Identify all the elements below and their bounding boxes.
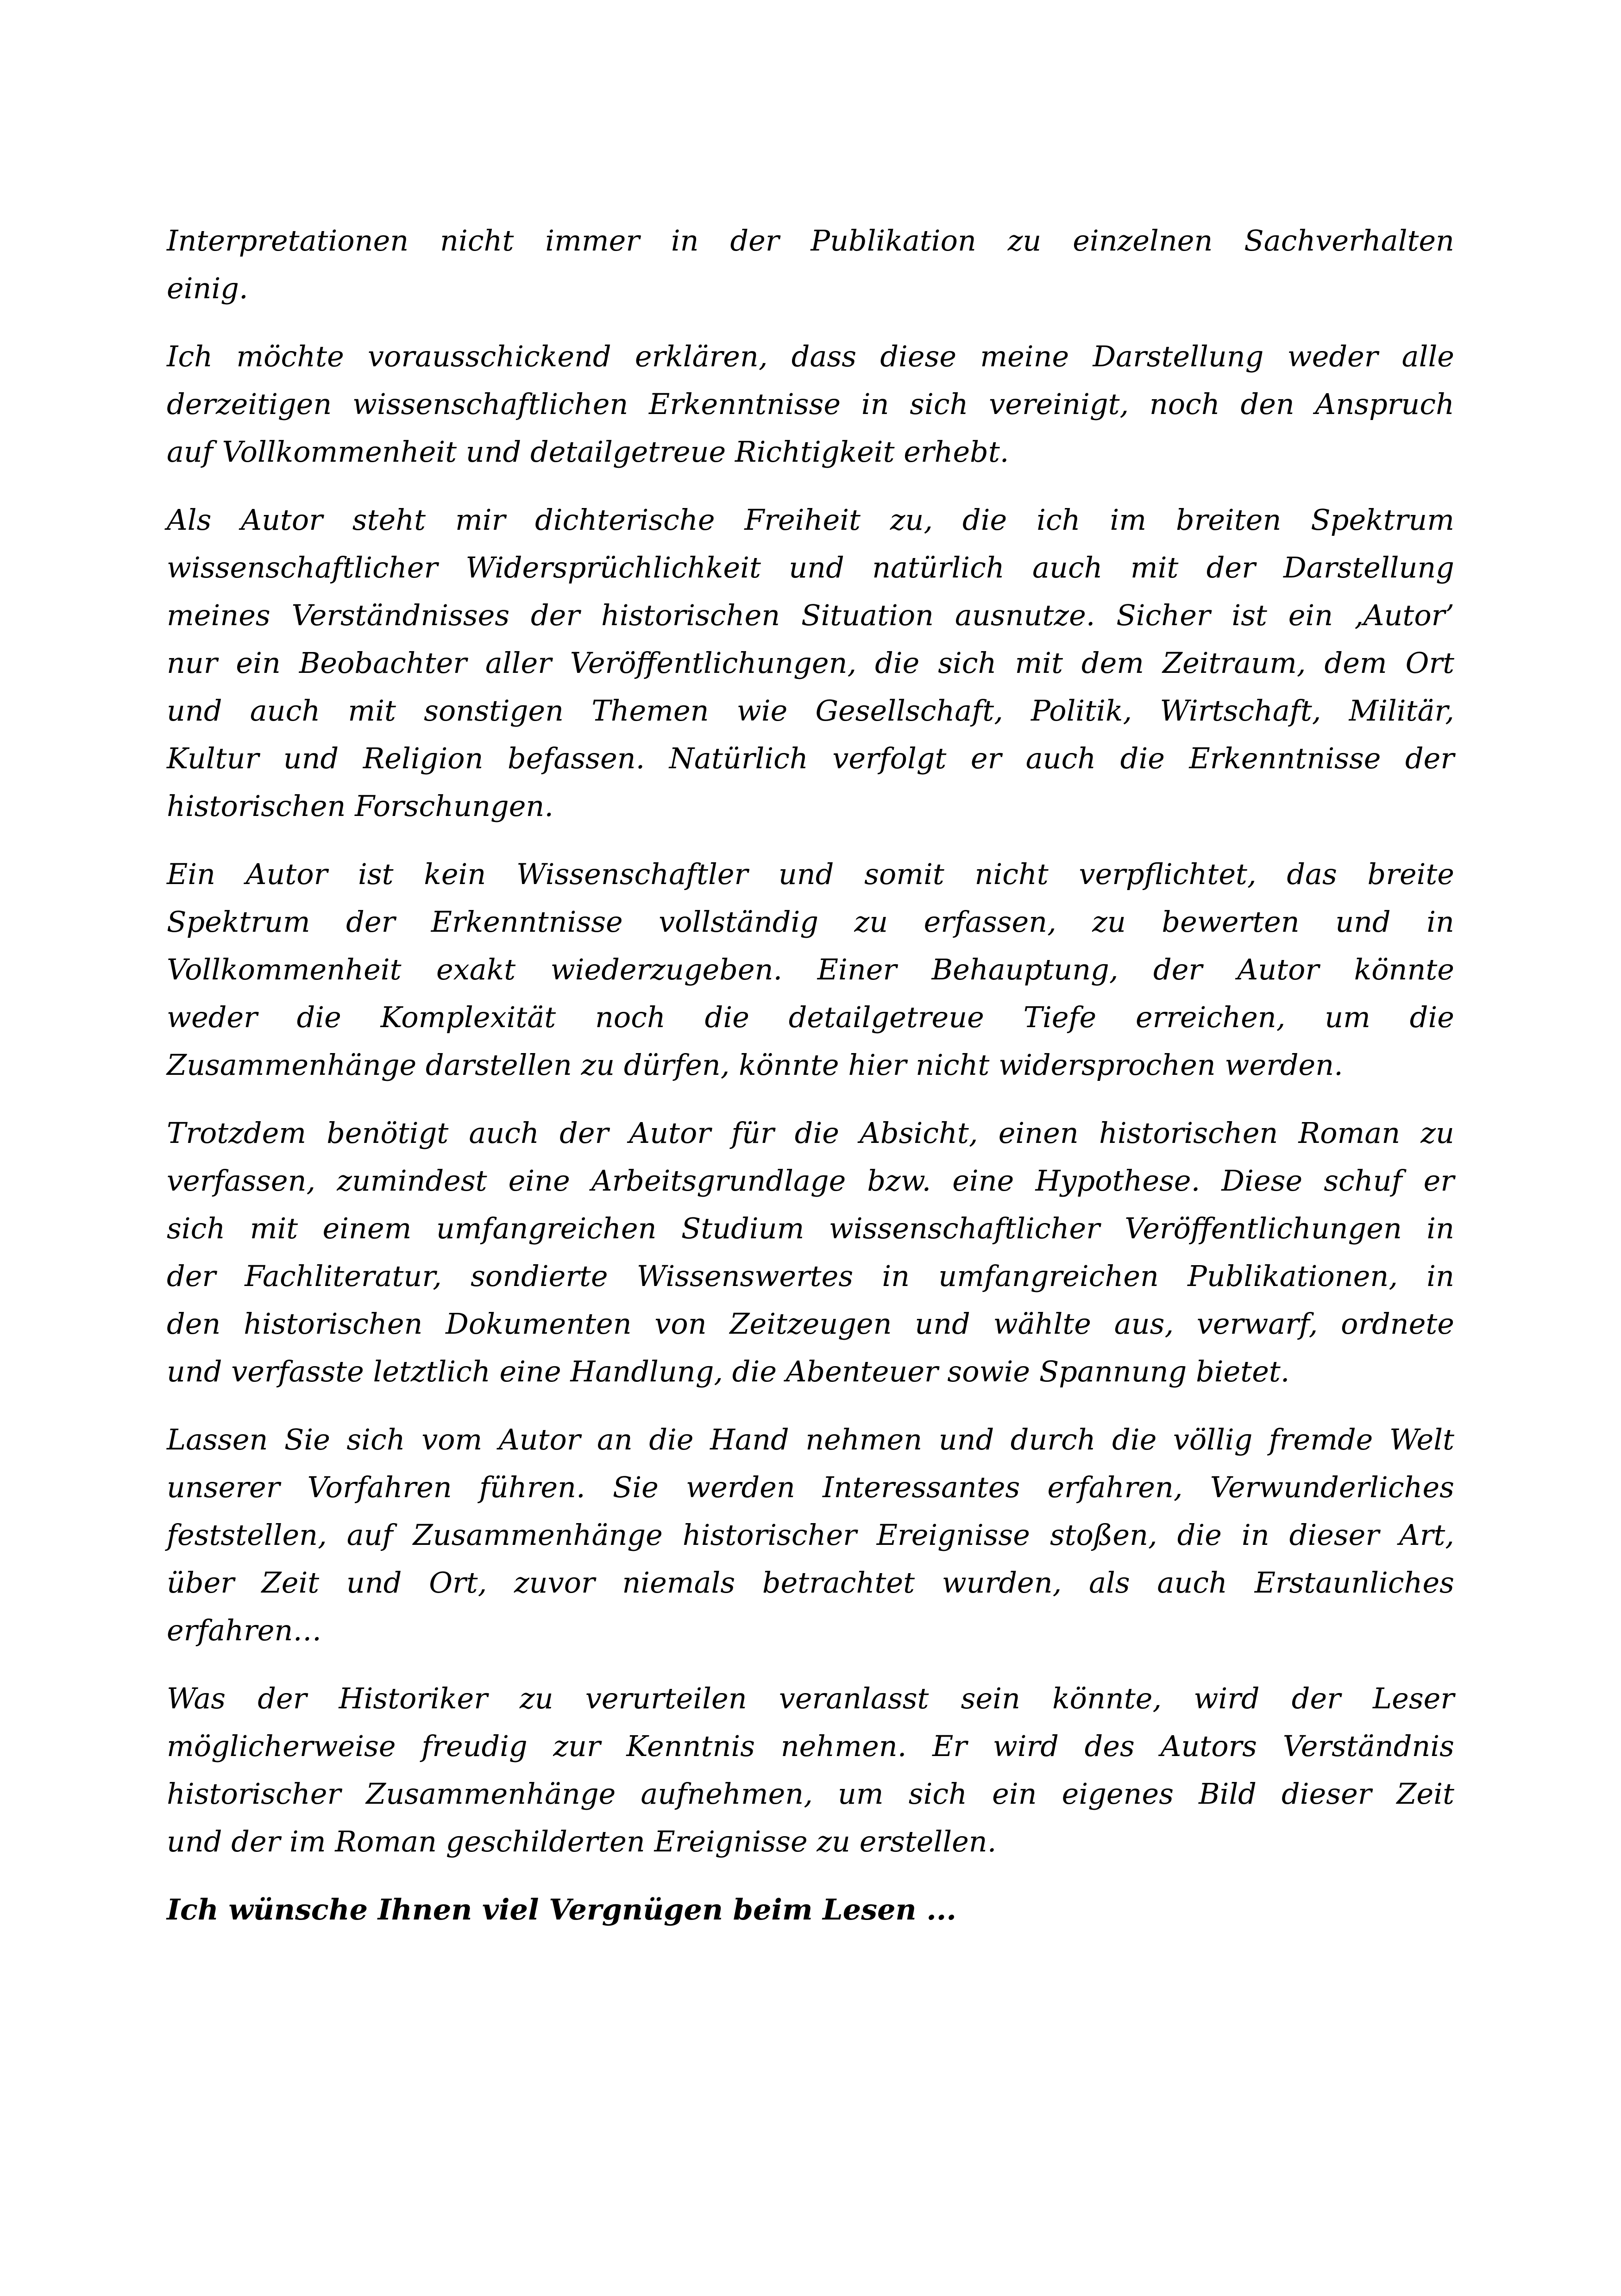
page-text-block — [167, 217, 1454, 1954]
paragraph-2 — [167, 332, 1454, 476]
text-line: historischer Zusammenhänge aufnehmen, um sich ein eigenes Bild dieser Zeit — [167, 1777, 1454, 1811]
text-line: der Fachliteratur, sondierte Wissenswertes in umfangreichen Publikationen, in — [167, 1259, 1454, 1293]
text-line: feststellen, auf Zusammenhänge historischer Ereignisse stoßen, die in dieser Art, — [167, 1518, 1454, 1552]
text-line: unserer Vorfahren führen. Sie werden Interessantes erfahren, Verwunderliches — [167, 1470, 1454, 1504]
text-line: verfassen, zumindest eine Arbeitsgrundlage bzw. eine Hypothese. Diese schuf er — [167, 1164, 1454, 1198]
paragraph-3 — [167, 496, 1454, 830]
text-line: über Zeit und Ort, zuvor niemals betrachtet wurden, als auch Erstaunliches — [167, 1566, 1454, 1600]
text-line: den historischen Dokumenten von Zeitzeugen und wählte aus, verwarf, ordnete — [167, 1307, 1454, 1341]
text-line: möglicherweise freudig zur Kenntnis nehmen. Er wird des Autors Verständnis — [167, 1729, 1454, 1763]
text-line: erfahren… — [167, 1613, 322, 1647]
text-line: und verfasste letztlich eine Handlung, die Abenteuer sowie Spannung bietet. — [167, 1355, 1290, 1388]
paragraph-1 — [167, 217, 1454, 312]
paragraph-6 — [167, 1416, 1454, 1654]
text-line: Kultur und Religion befassen. Natürlich verfolgt er auch die Erkenntnisse der — [167, 741, 1454, 775]
text-line: Als Autor steht mir dichterische Freiheit zu, die ich im breiten Spektrum — [167, 503, 1454, 537]
text-line: nur ein Beobachter aller Veröffentlichungen, die sich mit dem Zeitraum, dem Ort — [167, 646, 1454, 680]
text-line: und auch mit sonstigen Themen wie Gesellschaft, Politik, Wirtschaft, Militär, — [167, 694, 1454, 728]
text-line: Trotzdem benötigt auch der Autor für die Absicht, einen historischen Roman zu — [167, 1116, 1454, 1150]
text-line: Ich wünsche Ihnen viel Vergnügen beim Lesen ... — [167, 1893, 956, 1926]
text-line: Vollkommenheit exakt wiederzugeben. Einer Behauptung, der Autor könnte — [167, 953, 1454, 986]
paragraph-7 — [167, 1675, 1454, 1865]
text-line: Ich möchte vorausschickend erklären, dass diese meine Darstellung weder alle — [167, 339, 1454, 373]
text-line: Zusammenhänge darstellen zu dürfen, könnte hier nicht widersprochen werden. — [167, 1048, 1343, 1082]
text-line: auf Vollkommenheit und detailgetreue Richtigkeit erhebt. — [167, 435, 1009, 469]
text-line: Ein Autor ist kein Wissenschaftler und somit nicht verpflichtet, das breite — [167, 857, 1454, 891]
paragraph-5 — [167, 1109, 1454, 1395]
paragraph-8 — [167, 1886, 1454, 1933]
text-line: einig. — [167, 271, 248, 305]
text-line: Spektrum der Erkenntnisse vollständig zu erfassen, zu bewerten und in — [167, 905, 1454, 939]
text-line: wissenschaftlicher Widersprüchlichkeit und natürlich auch mit der Darstellung — [167, 551, 1454, 584]
text-line: Lassen Sie sich vom Autor an die Hand nehmen und durch die völlig fremde Welt — [167, 1423, 1454, 1456]
text-line: Was der Historiker zu verurteilen veranlasst sein könnte, wird der Leser — [167, 1681, 1454, 1715]
text-line: derzeitigen wissenschaftlichen Erkenntnisse in sich vereinigt, noch den Anspruch — [167, 387, 1454, 421]
paragraph-4 — [167, 850, 1454, 1089]
text-line: weder die Komplexität noch die detailgetreue Tiefe erreichen, um die — [167, 1000, 1454, 1034]
text-line: sich mit einem umfangreichen Studium wissenschaftlicher Veröffentlichungen in — [167, 1211, 1454, 1245]
text-line: und der im Roman geschilderten Ereignisse zu erstellen. — [167, 1825, 997, 1858]
text-line: meines Verständnisses der historischen Situation ausnutze. Sicher ist ein ‚Autor’ — [167, 598, 1454, 632]
text-line: Interpretationen nicht immer in der Publikation zu einzelnen Sachverhalten — [167, 224, 1454, 257]
text-line: historischen Forschungen. — [167, 789, 554, 823]
